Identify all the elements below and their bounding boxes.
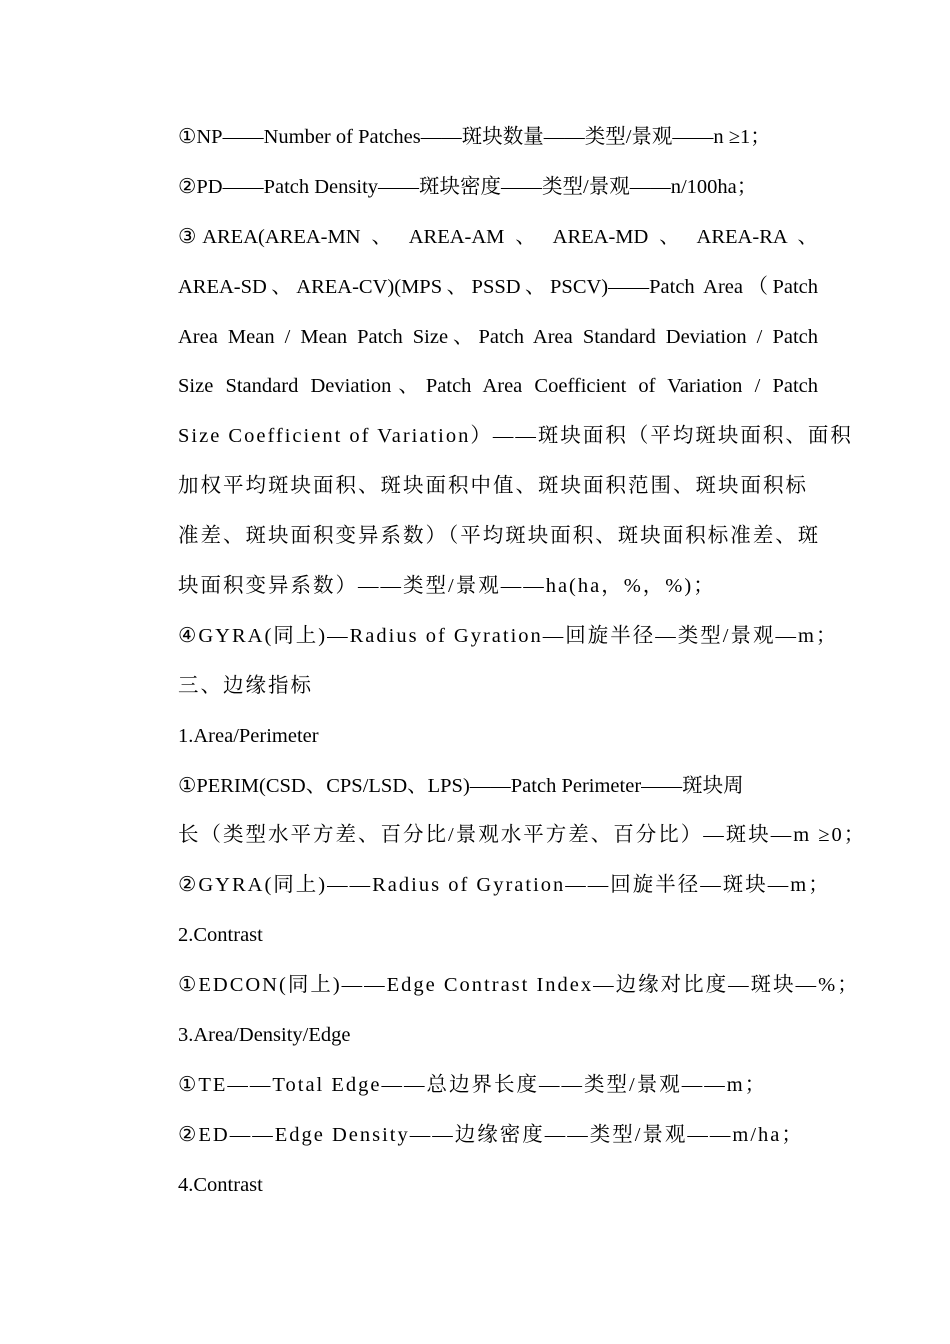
text-line-gyra: ④GYRA(同上)—Radius of Gyration—回旋半径—类型/景观—m； [178, 624, 839, 647]
text-line-area-5: Size Coefficient of Variation）——斑块面积（平均斑块面积、面积 [178, 425, 853, 448]
text-line-ed: ②ED——Edge Density——边缘密度——类型/景观——m/ha； [178, 1123, 804, 1146]
text-line-np: ①NP——Number of Patches——斑块数量——类型/景观——n ≥1； [178, 126, 771, 148]
subheading-contrast: 2.Contrast [178, 924, 263, 947]
text-line-area-1: ③AREA(AREA-MN 、 AREA-AM 、 AREA-MD 、 AREA-RA 、 [178, 225, 818, 248]
subheading-area-perimeter: 1.Area/Perimeter [178, 724, 319, 747]
text-line-area-7: 准差、斑块面积变异系数）（平均斑块面积、斑块面积标准差、斑 [178, 525, 821, 548]
document-body [178, 113, 867, 1211]
subheading-area-density-edge: 3.Area/Density/Edge [178, 1024, 351, 1047]
text-line-pd: ②PD——Patch Density——斑块密度——类型/景观——n/100ha； [178, 175, 758, 198]
text-line-area-6: 加权平均斑块面积、斑块面积中值、斑块面积范围、斑块面积标 [178, 475, 808, 498]
text-line-area-2: AREA-SD、AREA-CV)(MPS、PSSD、PSCV)——Patch Area（Patch [178, 275, 818, 298]
text-line-te: ①TE——Total Edge——总边界长度——类型/景观——m； [178, 1073, 768, 1096]
text-line-perim-1: ①PERIM(CSD、CPS/LSD、LPS)——Patch Perimeter——斑块周 [178, 774, 744, 797]
text-line-area-8: 块面积变异系数）——类型/景观——ha(ha，%，%)； [178, 575, 716, 598]
text-line-area-3: Area Mean / Mean Patch Size、Patch Area Standard Deviation / Patch [178, 325, 818, 348]
text-line-gyra-patch: ②GYRA(同上)——Radius of Gyration——回旋半径—斑块—m； [178, 874, 831, 897]
section-heading-edge-metrics: 三、边缘指标 [178, 674, 313, 697]
text-line-area-4: Size Standard Deviation、Patch Area Coefficient of Variation / Patch [178, 375, 818, 398]
subheading-contrast-2: 4.Contrast [178, 1173, 263, 1196]
text-line-perim-2: 长（类型水平方差、百分比/景观水平方差、百分比）—斑块—m ≥0； [178, 824, 867, 847]
text-line-edcon: ①EDCON(同上)——Edge Contrast Index—边缘对比度—斑块—%； [178, 974, 860, 997]
